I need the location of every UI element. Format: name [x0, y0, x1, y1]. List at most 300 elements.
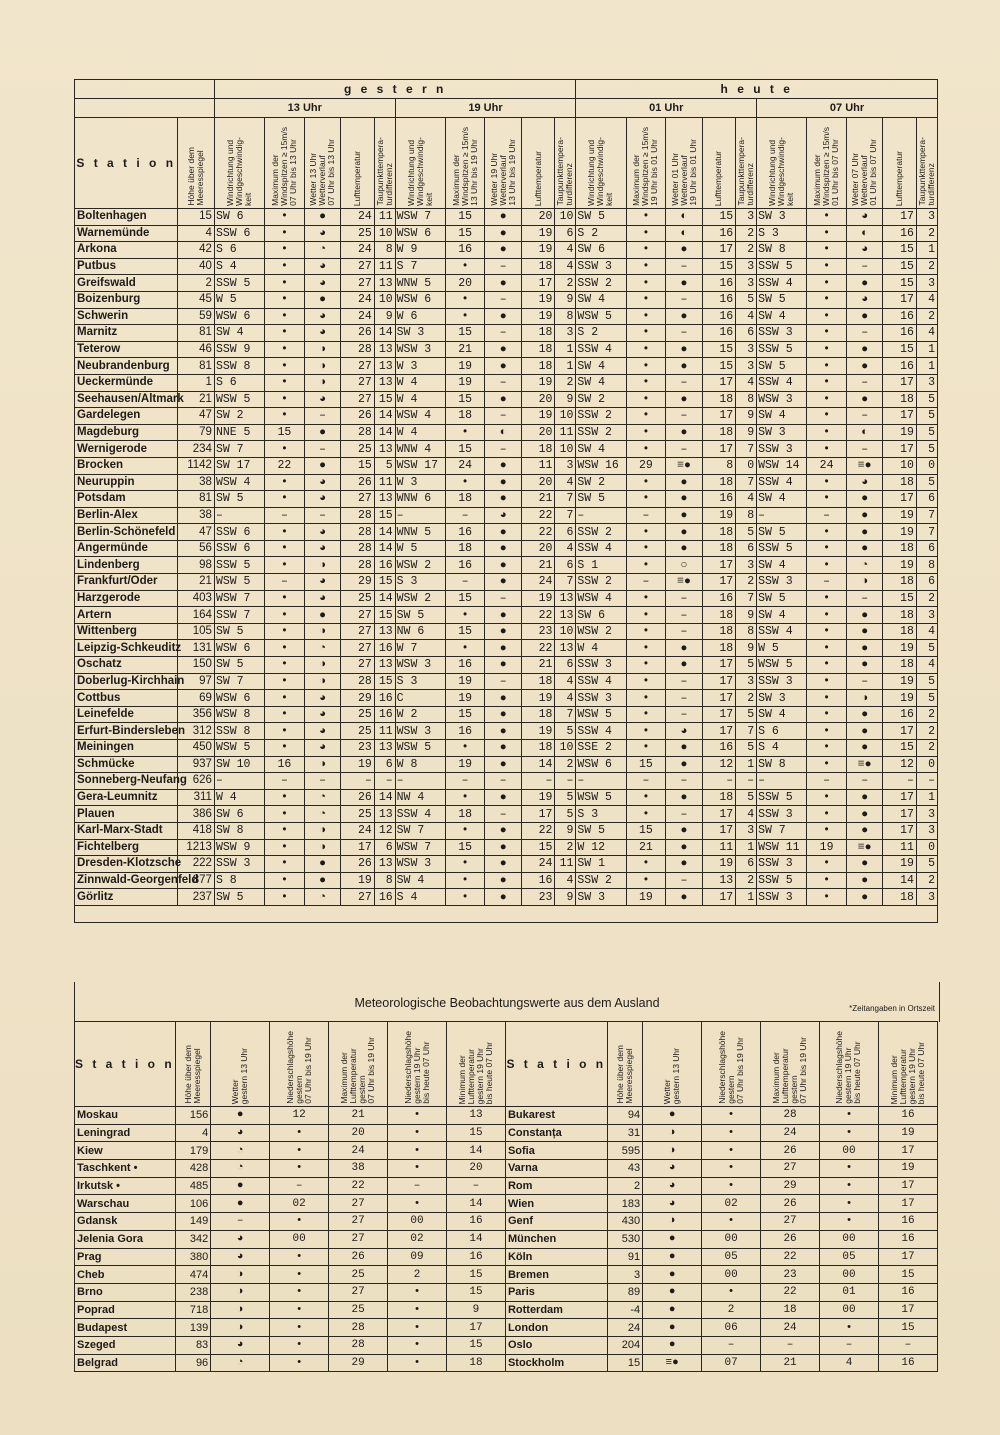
dew-19: 9 — [555, 889, 576, 906]
wetter-01: – — [666, 374, 703, 391]
right-wetter: ◑ — [643, 1213, 702, 1231]
wetter-01: – — [666, 872, 703, 889]
dew-07: 6 — [916, 491, 937, 508]
table-row — [75, 275, 938, 292]
temp-19: 18 — [522, 740, 555, 757]
left-min-temp: 14 — [447, 1142, 506, 1160]
table-row — [75, 773, 938, 790]
max-19: • — [445, 872, 485, 889]
left-max-temp: 24 — [329, 1142, 388, 1160]
wetter-01: ● — [666, 358, 703, 375]
dew-07: 0 — [916, 457, 937, 474]
dew-07: 2 — [916, 872, 937, 889]
wetter-19: – — [485, 374, 522, 391]
dew-19: 11 — [555, 856, 576, 873]
temp-13: 25 — [341, 806, 374, 823]
wind-13: W 5 — [214, 291, 264, 308]
left-min-temp: 16 — [447, 1213, 506, 1231]
temp-07: 17 — [883, 806, 916, 823]
max-13: • — [265, 491, 305, 508]
max-13: 22 — [265, 457, 305, 474]
temp-19: 19 — [522, 408, 555, 425]
wind-19: WNW 4 — [395, 441, 445, 458]
dew-13: 15 — [374, 574, 395, 591]
temp-01: 18 — [702, 474, 735, 491]
wetter-01: – — [666, 590, 703, 607]
max-19: 15 — [445, 590, 485, 607]
wetter-01: ● — [666, 275, 703, 292]
max-01: 21 — [626, 839, 666, 856]
wetter-07: ◐ — [846, 225, 883, 242]
wind-01: SSW 4 — [576, 673, 626, 690]
fcol-wetter-left: Wetter gestern 13 Uhr — [211, 1022, 270, 1107]
wetter-13: ● — [304, 607, 341, 624]
left-station-name: Leningrad — [75, 1124, 176, 1142]
dew-01: 3 — [736, 258, 757, 275]
max-07: • — [807, 325, 847, 342]
wind-01: W 12 — [576, 839, 626, 856]
max-07: – — [807, 507, 847, 524]
dew-13: 14 — [374, 408, 395, 425]
temp-01: 17 — [702, 806, 735, 823]
temp-13: 19 — [341, 756, 374, 773]
max-19: – — [445, 773, 485, 790]
col-max-01: Maximum der Windspitzen ≥ 15m/s 19 Uhr bis 01 Uhr — [626, 118, 666, 209]
dew-01: 5 — [736, 657, 757, 674]
wind-19: W 4 — [395, 374, 445, 391]
max-01: • — [626, 258, 666, 275]
right-height: 183 — [607, 1195, 643, 1213]
left-niederschlag-day: • — [270, 1266, 329, 1284]
dew-01: 4 — [736, 806, 757, 823]
station-name: Oschatz — [75, 657, 178, 674]
temp-19: 17 — [522, 806, 555, 823]
wetter-19: ● — [485, 756, 522, 773]
dew-13: – — [374, 773, 395, 790]
right-niederschlag-day: 2 — [702, 1301, 761, 1319]
wind-13: SSW 5 — [214, 275, 264, 292]
table-row — [75, 756, 938, 773]
table-row — [75, 723, 938, 740]
wind-13: S 6 — [214, 374, 264, 391]
table-row — [75, 391, 938, 408]
wetter-07: ● — [846, 540, 883, 557]
wetter-13: ◕ — [304, 540, 341, 557]
left-station-name: Cheb — [75, 1266, 176, 1284]
wetter-19: ● — [485, 889, 522, 906]
wind-01: SSW 4 — [576, 723, 626, 740]
temp-07: 19 — [883, 856, 916, 873]
right-wetter: ● — [643, 1283, 702, 1301]
temp-19: 22 — [522, 607, 555, 624]
max-19: 19 — [445, 756, 485, 773]
wind-01: S 1 — [576, 557, 626, 574]
right-max-temp: 22 — [761, 1283, 820, 1301]
dew-07: 2 — [916, 258, 937, 275]
left-niederschlag-day: • — [270, 1283, 329, 1301]
wetter-07: – — [846, 773, 883, 790]
height: 81 — [178, 491, 215, 508]
wetter-07: ● — [846, 856, 883, 873]
temp-07: 16 — [883, 225, 916, 242]
table-row — [75, 507, 938, 524]
temp-19: 22 — [522, 507, 555, 524]
wetter-07: – — [846, 590, 883, 607]
left-niederschlag-night: • — [388, 1124, 447, 1142]
right-max-temp: 22 — [761, 1248, 820, 1266]
temp-07: 19 — [883, 557, 916, 574]
dew-07: 1 — [916, 242, 937, 259]
height: 877 — [178, 872, 215, 889]
dew-01: 5 — [736, 740, 757, 757]
wind-13: WSW 5 — [214, 391, 264, 408]
wind-01: SSW 2 — [576, 872, 626, 889]
temp-13: 27 — [341, 358, 374, 375]
temp-19: 15 — [522, 839, 555, 856]
temp-19: 19 — [522, 308, 555, 325]
table-row — [75, 242, 938, 259]
wetter-13: ◕ — [304, 258, 341, 275]
dew-13: 11 — [374, 474, 395, 491]
temp-07: 19 — [883, 690, 916, 707]
dew-13: 14 — [374, 590, 395, 607]
wind-07: – — [757, 507, 807, 524]
wind-07: SW 5 — [757, 524, 807, 541]
wind-19: W 5 — [395, 540, 445, 557]
fcol-max-left: Maximum der Lufttemperatur gestern 07 Uhr bis 19 Uhr — [329, 1022, 388, 1107]
dew-19: 13 — [555, 607, 576, 624]
dew-07: 8 — [916, 557, 937, 574]
wetter-13: – — [304, 441, 341, 458]
temp-07: 16 — [883, 358, 916, 375]
wetter-01: – — [666, 607, 703, 624]
wetter-19: ● — [485, 358, 522, 375]
temp-01: 17 — [702, 242, 735, 259]
right-niederschlag-day: 05 — [702, 1248, 761, 1266]
station-header: S t a t i o n — [75, 118, 178, 209]
height: 1142 — [178, 457, 215, 474]
wind-13: SW 5 — [214, 491, 264, 508]
temp-07: 17 — [883, 822, 916, 839]
right-station-name: Rotterdam — [505, 1301, 607, 1319]
wetter-07: ● — [846, 391, 883, 408]
col-max-19: Maximum der Windspitzen ≥ 15m/s 13 Uhr bis 19 Uhr — [445, 118, 485, 209]
dew-07: 5 — [916, 856, 937, 873]
temp-13: 17 — [341, 839, 374, 856]
max-01: • — [626, 325, 666, 342]
max-19: 15 — [445, 839, 485, 856]
max-19: 16 — [445, 557, 485, 574]
height: 1213 — [178, 839, 215, 856]
wetter-13: ◕ — [304, 690, 341, 707]
wind-07: SW 3 — [757, 690, 807, 707]
table-row — [75, 574, 938, 591]
wetter-07: ● — [846, 657, 883, 674]
temp-07: 15 — [883, 341, 916, 358]
wetter-13: ◕ — [304, 325, 341, 342]
wind-13: W 4 — [214, 789, 264, 806]
dew-07: 5 — [916, 391, 937, 408]
wetter-19: – — [485, 258, 522, 275]
max-19: 19 — [445, 673, 485, 690]
col-wetter-01: Wetter 01 Uhr Wetterverlauf 19 Uhr bis 01 Uhr — [666, 118, 703, 209]
wind-19: SW 7 — [395, 822, 445, 839]
dew-19: 7 — [555, 491, 576, 508]
wetter-07: ● — [846, 640, 883, 657]
temp-01: 17 — [702, 822, 735, 839]
dew-07: 2 — [916, 308, 937, 325]
max-19: 19 — [445, 374, 485, 391]
max-13: • — [265, 706, 305, 723]
right-niederschlag-day: • — [702, 1177, 761, 1195]
wind-07: SW 3 — [757, 209, 807, 226]
dew-19: 3 — [555, 457, 576, 474]
temp-07: 11 — [883, 839, 916, 856]
max-07: • — [807, 756, 847, 773]
max-19: 15 — [445, 325, 485, 342]
right-station-name: Wien — [505, 1195, 607, 1213]
height: 38 — [178, 507, 215, 524]
wetter-01: ● — [666, 856, 703, 873]
station-name: Dresden-Klotzsche — [75, 856, 178, 873]
wetter-13: ◕ — [304, 574, 341, 591]
left-station-name: Warschau — [75, 1195, 176, 1213]
station-name: Plauen — [75, 806, 178, 823]
foreign-station-header-left: S t a t i o n — [75, 1022, 176, 1107]
temp-19: – — [522, 773, 555, 790]
max-07: • — [807, 275, 847, 292]
corner-cell — [75, 80, 215, 99]
dew-01: 9 — [736, 408, 757, 425]
max-07: • — [807, 822, 847, 839]
table-row — [75, 1107, 938, 1125]
max-19: 24 — [445, 457, 485, 474]
left-max-temp: 28 — [329, 1319, 388, 1337]
table-row — [75, 358, 938, 375]
station-name: Brocken — [75, 457, 178, 474]
wind-01: SSW 3 — [576, 258, 626, 275]
wind-13: S 4 — [214, 258, 264, 275]
wind-19: WSW 5 — [395, 740, 445, 757]
table-row — [75, 740, 938, 757]
height: 937 — [178, 756, 215, 773]
right-niederschlag-day: 00 — [702, 1266, 761, 1284]
wind-01: SW 3 — [576, 889, 626, 906]
dew-07: 6 — [916, 574, 937, 591]
fcol-niederschlag1-right: Niederschlagshöhe gestern 07 Uhr bis 19 Uhr — [702, 1022, 761, 1107]
left-height: 96 — [175, 1354, 211, 1372]
wetter-19: ◐ — [485, 424, 522, 441]
wind-07: W 5 — [757, 640, 807, 657]
fcol-niederschlag2-left: Niederschlagshöhe gestern 19 Uhr bis heute 07 Uhr — [388, 1022, 447, 1107]
left-niederschlag-night: • — [388, 1142, 447, 1160]
max-13: • — [265, 690, 305, 707]
left-max-temp: 27 — [329, 1195, 388, 1213]
max-07: • — [807, 640, 847, 657]
wind-19: WNW 5 — [395, 275, 445, 292]
wetter-01: ◐ — [666, 225, 703, 242]
dew-19: 10 — [555, 740, 576, 757]
wetter-07: ● — [846, 607, 883, 624]
left-niederschlag-day: • — [270, 1213, 329, 1231]
temp-01: 17 — [702, 408, 735, 425]
temp-13: 27 — [341, 607, 374, 624]
max-07: • — [807, 590, 847, 607]
right-station-name: Stockholm — [505, 1354, 607, 1372]
temp-01: 18 — [702, 607, 735, 624]
wetter-07: ● — [846, 524, 883, 541]
temp-19: 20 — [522, 540, 555, 557]
wind-01: SW 4 — [576, 291, 626, 308]
max-13: • — [265, 524, 305, 541]
wind-19: C — [395, 690, 445, 707]
temp-07: 17 — [883, 723, 916, 740]
left-niederschlag-day: – — [270, 1177, 329, 1195]
max-13: • — [265, 358, 305, 375]
temp-01: 18 — [702, 391, 735, 408]
left-max-temp: 27 — [329, 1213, 388, 1231]
dew-01: 2 — [736, 574, 757, 591]
height: 81 — [178, 325, 215, 342]
wind-01: SW 6 — [576, 242, 626, 259]
dew-19: 7 — [555, 574, 576, 591]
dew-13: 8 — [374, 242, 395, 259]
table-row — [75, 1248, 938, 1266]
wind-01: SW 6 — [576, 607, 626, 624]
left-station-name: Brno — [75, 1283, 176, 1301]
left-max-temp: 26 — [329, 1248, 388, 1266]
wetter-13: – — [304, 408, 341, 425]
temp-01: 17 — [702, 723, 735, 740]
wetter-07: ◕ — [846, 291, 883, 308]
wind-19: W 7 — [395, 640, 445, 657]
wind-13: SW 4 — [214, 325, 264, 342]
wetter-07: ≡● — [846, 839, 883, 856]
col-temp-19: Lufttemperatur — [522, 118, 555, 209]
height: 450 — [178, 740, 215, 757]
height: 1 — [178, 374, 215, 391]
dew-01: 2 — [736, 690, 757, 707]
wind-19: SW 5 — [395, 607, 445, 624]
wetter-07: ◕ — [846, 242, 883, 259]
right-niederschlag-night: 00 — [820, 1230, 879, 1248]
right-max-temp: 21 — [761, 1354, 820, 1372]
dew-07: 5 — [916, 673, 937, 690]
col-wetter-07: Wetter 07 Uhr Wetterverlauf 01 Uhr bis 07 Uhr — [846, 118, 883, 209]
temp-19: 18 — [522, 325, 555, 342]
dew-01: 4 — [736, 308, 757, 325]
right-min-temp: 16 — [878, 1213, 937, 1231]
max-19: 15 — [445, 209, 485, 226]
wetter-13: ◑ — [304, 839, 341, 856]
dew-07: 3 — [916, 822, 937, 839]
table-row — [75, 1230, 938, 1248]
table-row — [75, 258, 938, 275]
table-row — [75, 308, 938, 325]
wind-01: WSW 2 — [576, 623, 626, 640]
max-07: • — [807, 657, 847, 674]
right-niederschlag-day: 07 — [702, 1354, 761, 1372]
max-07: • — [807, 806, 847, 823]
wind-07: SW 5 — [757, 291, 807, 308]
max-01: – — [626, 574, 666, 591]
right-height: 530 — [607, 1230, 643, 1248]
temp-07: 18 — [883, 607, 916, 624]
wetter-07: ◑ — [846, 574, 883, 591]
wetter-07: ● — [846, 723, 883, 740]
left-niederschlag-day: • — [270, 1142, 329, 1160]
dew-01: 5 — [736, 524, 757, 541]
temp-01: 18 — [702, 789, 735, 806]
wetter-13: ◔ — [304, 806, 341, 823]
wind-13: SW 10 — [214, 756, 264, 773]
max-07: • — [807, 690, 847, 707]
wind-19: SW 3 — [395, 325, 445, 342]
temp-07: 16 — [883, 325, 916, 342]
left-niederschlag-day: • — [270, 1301, 329, 1319]
dew-19: 4 — [555, 242, 576, 259]
wetter-19: – — [485, 590, 522, 607]
wind-19: S 3 — [395, 673, 445, 690]
dew-19: 2 — [555, 756, 576, 773]
left-niederschlag-night: • — [388, 1336, 447, 1354]
foreign-section-header — [74, 982, 940, 1022]
wetter-13: ◕ — [304, 225, 341, 242]
max-13: – — [265, 507, 305, 524]
wetter-07: ● — [846, 358, 883, 375]
wetter-19: – — [485, 673, 522, 690]
temp-07: 18 — [883, 391, 916, 408]
max-13: • — [265, 839, 305, 856]
dew-19: 8 — [555, 308, 576, 325]
temp-13: 26 — [341, 408, 374, 425]
right-station-name: München — [505, 1230, 607, 1248]
max-19: • — [445, 789, 485, 806]
wind-07: SW 4 — [757, 607, 807, 624]
dew-07: 5 — [916, 474, 937, 491]
left-height: 149 — [175, 1213, 211, 1231]
wind-07: SSW 3 — [757, 325, 807, 342]
wind-07: SW 4 — [757, 491, 807, 508]
height: 105 — [178, 623, 215, 640]
height: 45 — [178, 291, 215, 308]
wind-07: WSW 14 — [757, 457, 807, 474]
right-min-temp: 16 — [878, 1230, 937, 1248]
temp-19: 21 — [522, 491, 555, 508]
dew-01: 3 — [736, 673, 757, 690]
height: 46 — [178, 341, 215, 358]
temp-01: 17 — [702, 441, 735, 458]
height: 69 — [178, 690, 215, 707]
max-19: 15 — [445, 623, 485, 640]
max-01: • — [626, 474, 666, 491]
temp-19: 19 — [522, 242, 555, 259]
wind-07: SSW 3 — [757, 856, 807, 873]
right-wetter: ● — [643, 1266, 702, 1284]
dew-13: 9 — [374, 308, 395, 325]
max-01: • — [626, 723, 666, 740]
max-01: • — [626, 590, 666, 607]
max-19: 18 — [445, 491, 485, 508]
temp-01: 19 — [702, 856, 735, 873]
fcol-height-right: Höhe über dem Meeresspiegel — [607, 1022, 643, 1107]
right-height: 430 — [607, 1213, 643, 1231]
wetter-19: ● — [485, 789, 522, 806]
wind-01: SW 4 — [576, 374, 626, 391]
max-19: 19 — [445, 690, 485, 707]
left-max-temp: 28 — [329, 1336, 388, 1354]
temp-01: 16 — [702, 225, 735, 242]
